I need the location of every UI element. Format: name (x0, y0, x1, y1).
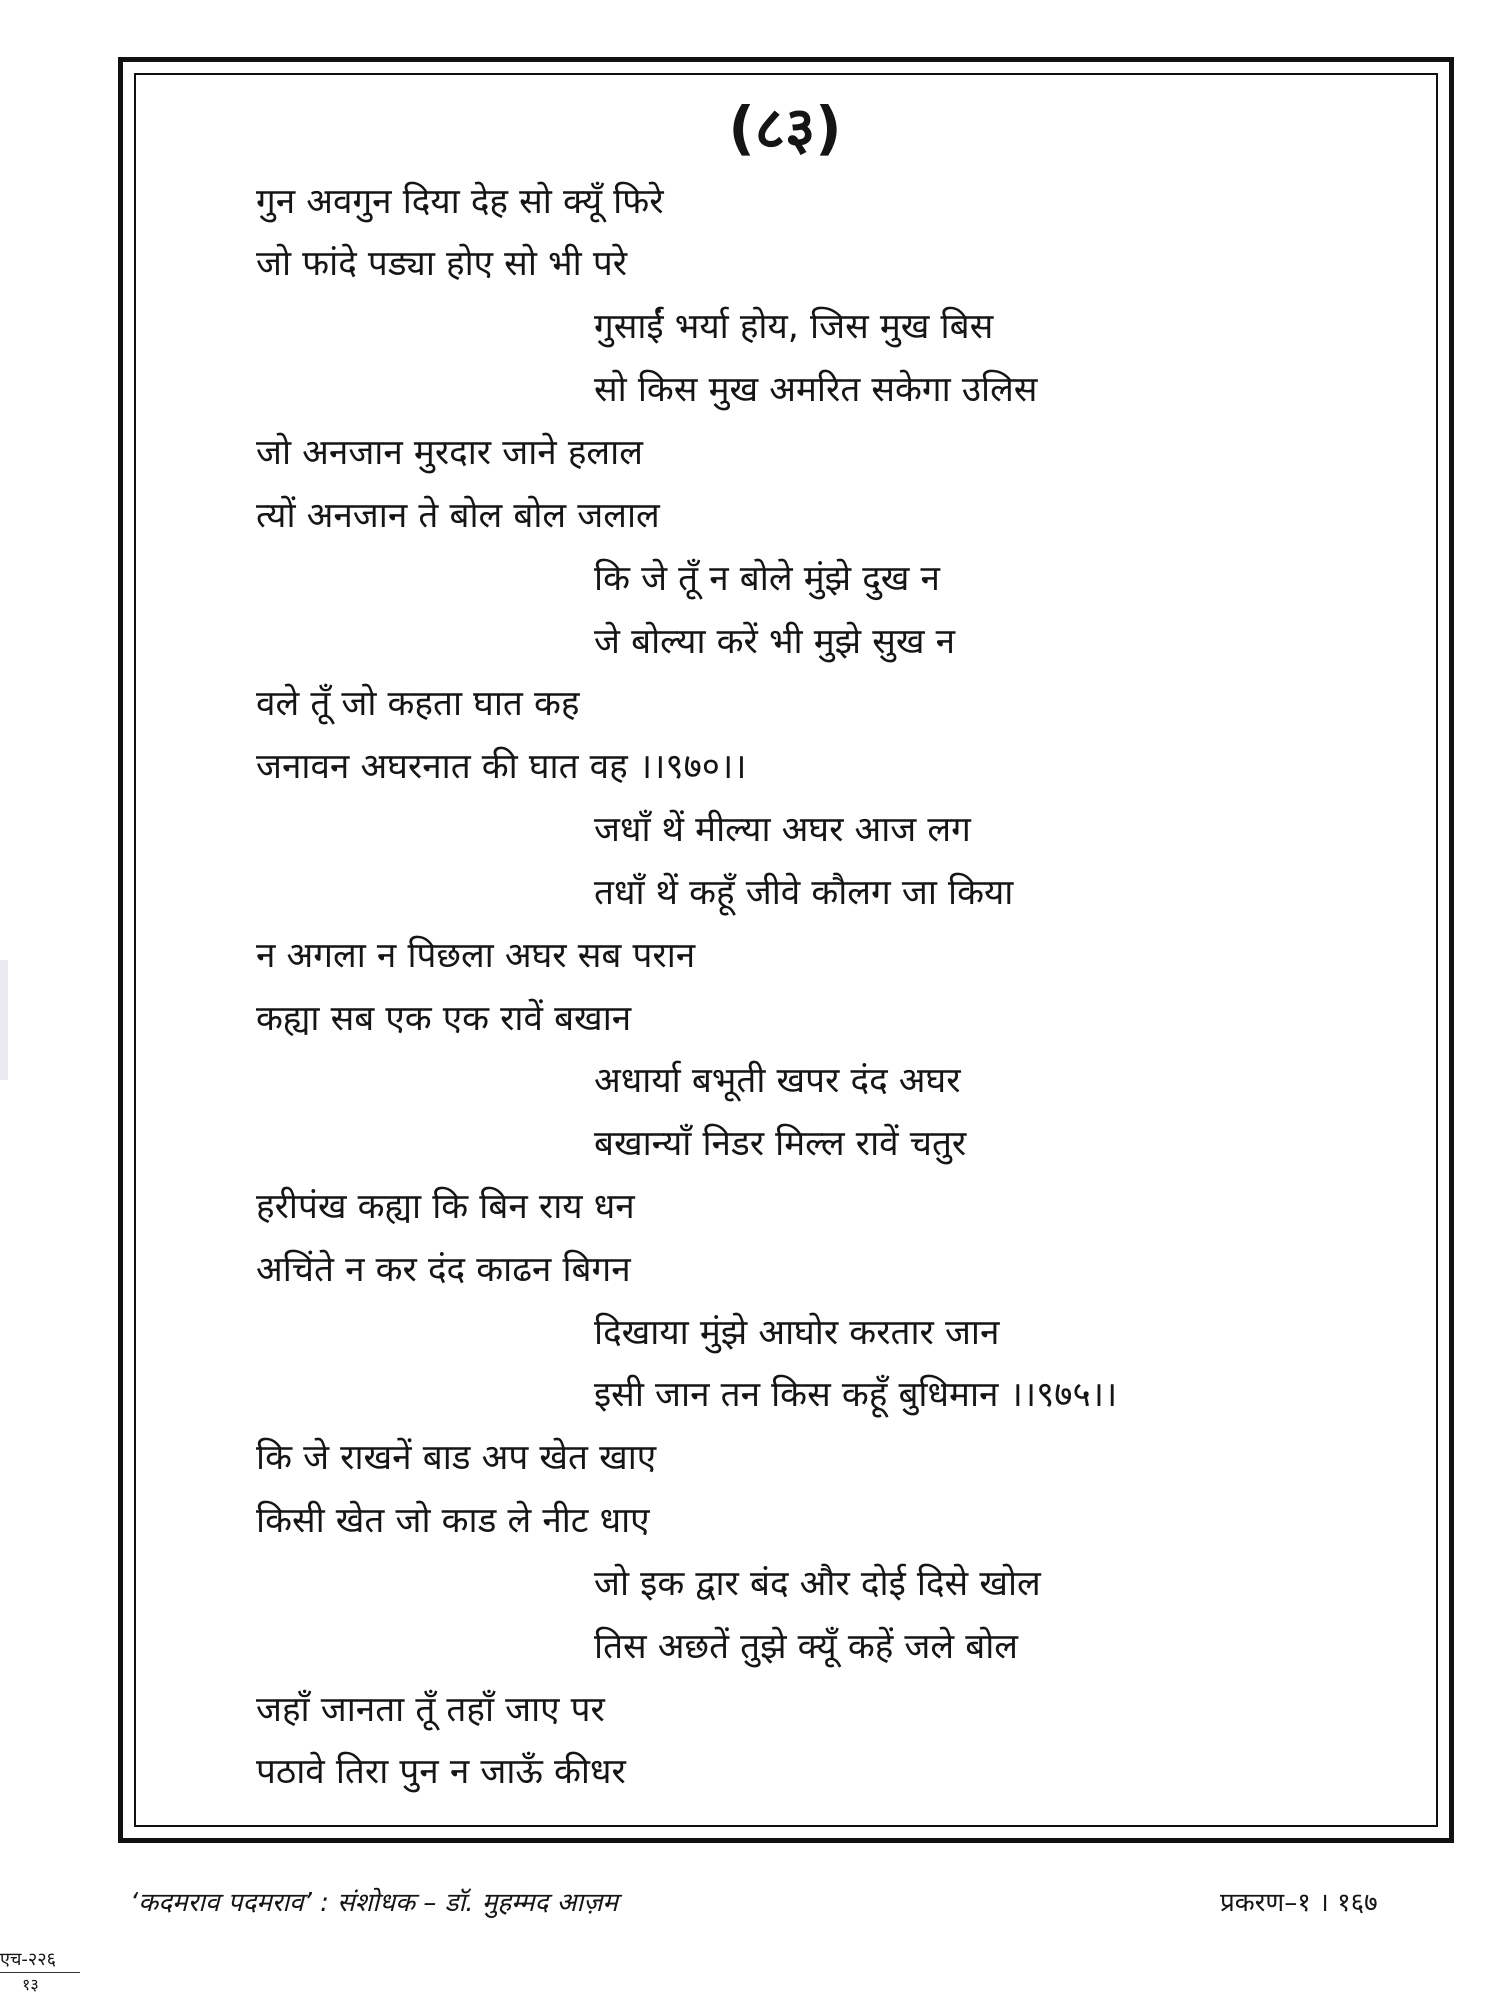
scan-edge-mark (0, 960, 8, 1080)
margin-rule (0, 1972, 80, 1973)
poem-line: जहाँ जानता तूँ तहाँ जाए पर (256, 1690, 605, 1730)
poem-line: जो फांदे पड्या होए सो भी परे (256, 244, 628, 284)
poem-line: अधार्या बभूती खपर दंद अघर (594, 1061, 961, 1101)
poem-line: कि जे तूँ न बोले मुंझे दुख न (594, 559, 940, 599)
poem-line: दिखाया मुंझे आघोर करतार जान (594, 1313, 1000, 1353)
poem-line: वले तूँ जो कहता घात कह (256, 684, 580, 724)
poem-line: इसी जान तन किस कहूँ बुधिमान ।।९७५।। (594, 1375, 1118, 1415)
footer-book-title: ‘कदमराव पदमराव’ : संशोधक – डॉ. मुहम्मद आज़म (130, 1888, 618, 1918)
poem-line: जो अनजान मुरदार जाने हलाल (256, 433, 643, 473)
poem-line: जनावन अघरनात की घात वह ।।९७०।। (256, 747, 747, 787)
poem-line: गुसाईं भर्या होय, जिस मुख बिस (594, 307, 994, 347)
poem-line: गुन अवगुन दिया देह सो क्यूँ फिरे (256, 182, 664, 222)
poem-line: हरीपंख कह्या कि बिन राय धन (256, 1187, 635, 1227)
poem-line: कह्या सब एक एक रावें बखान (256, 999, 632, 1039)
poem-line: न अगला न पिछला अघर सब परान (256, 936, 696, 976)
poem-line: तिस अछतें तुझे क्यूँ कहें जले बोल (594, 1627, 1019, 1667)
poem-line: बखान्याँ निडर मिल्ल रावें चतुर (594, 1124, 967, 1164)
poem-line: किसी खेत जो काड ले नीट धाए (256, 1501, 650, 1541)
footer-chapter-page: प्रकरण–१ । १६७ (1220, 1888, 1378, 1918)
poem-line: सो किस मुख अमरित सकेगा उलिस (594, 370, 1038, 410)
poem-line: अचिंते न कर दंद काढन बिगन (256, 1250, 631, 1290)
poem-line: जधाँ थें मील्या अघर आज लग (594, 810, 971, 850)
poem-line: पठावे तिरा पुन न जाऊँ कीधर (256, 1752, 626, 1792)
margin-number: १३ (22, 1975, 39, 1994)
poem-line: कि जे राखनें बाड अप खेत खाए (256, 1438, 657, 1478)
poem-line: त्यों अनजान ते बोल बोल जलाल (256, 496, 660, 536)
poem-line: तधाँ थें कहूँ जीवे कौलग जा किया (594, 873, 1014, 913)
page-number: (८३) (728, 94, 842, 162)
margin-code: एच-२२६ (0, 1949, 56, 1970)
poem-line: जो इक द्वार बंद और दोई दिसे खोल (594, 1564, 1041, 1604)
poem-line: जे बोल्या करें भी मुझे सुख न (594, 622, 956, 662)
